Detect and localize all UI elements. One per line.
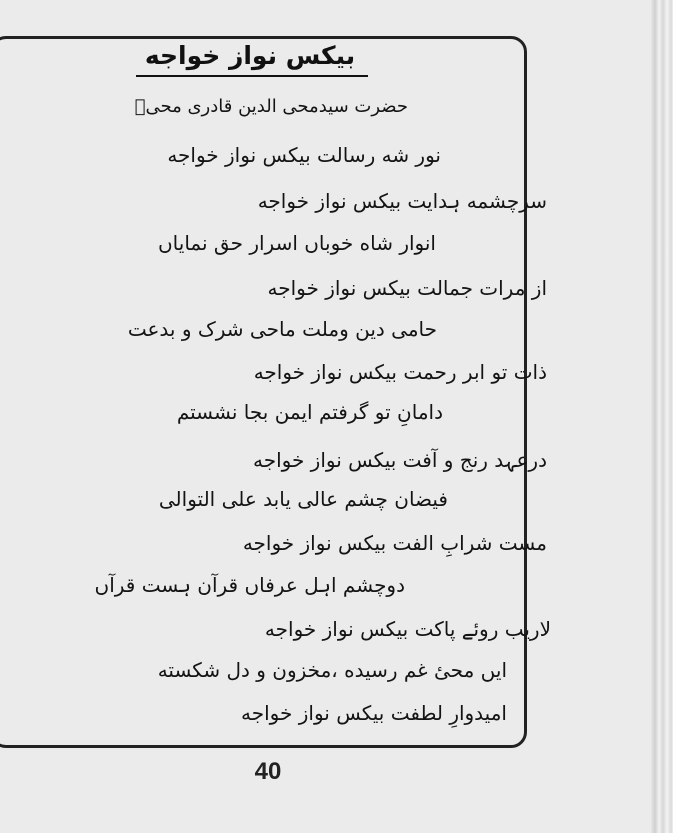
verse-line: درعہد رنج و آفت بیکس نواز خواجه <box>252 448 547 472</box>
title-underline <box>136 75 368 77</box>
verse-line: سرچشمه ہدایت بیکس نواز خواجه <box>257 189 547 213</box>
verse-line: از مرات جمالت بیکس نواز خواجه <box>267 276 547 300</box>
verse-line: ذات تو ابر رحمت بیکس نواز خواجه <box>253 360 547 384</box>
page-number: 40 <box>254 758 282 785</box>
verse-line: امیدوارِ لطفت بیکس نواز خواجه <box>241 701 507 725</box>
verse-line: حامی دین وملت ماحی شرک و بدعت <box>127 317 437 341</box>
poet-name: حضرت سیدمحی الدین قادری محیؔ <box>134 96 408 117</box>
verse-line: لاریب روئے پاکت بیکس نواز خواجه <box>264 617 551 641</box>
verse-line: ایں محیٔ غم رسیده ،مخزون و دل شکسته <box>157 658 507 682</box>
page-edge <box>651 0 673 833</box>
poem-title: بیکس نواز خواجه <box>144 41 356 70</box>
verse-line: دامانِ تو گرفتم ایمن بجا نشستم <box>176 400 443 424</box>
verse-line: دوچشم اہل عرفاں قرآن ہست قرآں <box>94 573 405 597</box>
verse-line: انوار شاه خوباں اسرار حق نمایاں <box>157 231 436 255</box>
verse-line: مست شرابِ الفت بیکس نواز خواجه <box>242 531 547 555</box>
verse-line: نور شه رسالت بیکس نواز خواجه <box>167 143 441 167</box>
verse-line: فیضان چشم عالی یابد علی التوالی <box>158 487 448 511</box>
